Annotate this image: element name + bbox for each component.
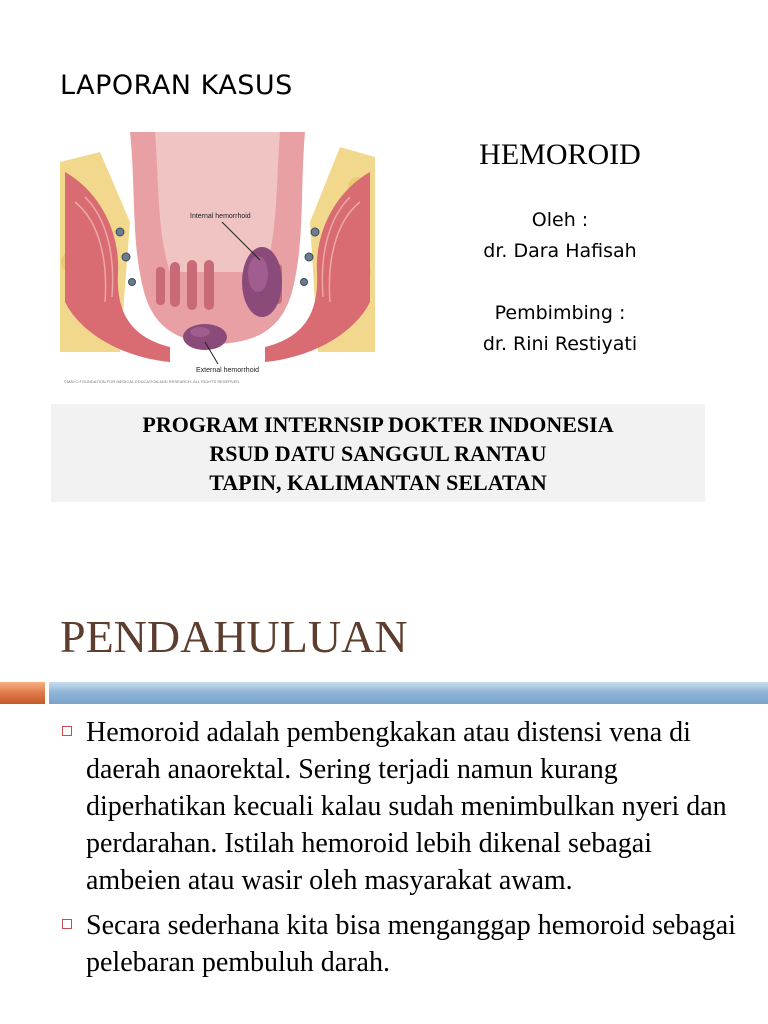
case-title: HEMOROID — [479, 138, 641, 171]
divider-bar — [49, 682, 768, 704]
internal-hemorrhoid-label: Internal hemorrhoid — [190, 213, 251, 220]
program-info-box — [51, 404, 705, 502]
program-line: PROGRAM INTERNSIP DOKTER INDONESIA — [142, 412, 614, 437]
introduction-slide — [0, 590, 768, 1024]
illustration-copyright: ©MAYO FOUNDATION FOR MEDICAL EDUCATION AND RESEARCH. ALL RIGHTS RESERVED. — [64, 379, 241, 384]
heading-divider — [0, 682, 768, 704]
author-name: dr. Dara Hafisah — [483, 240, 637, 262]
square-bullet-icon — [62, 726, 72, 736]
section-heading: PENDAHULUAN — [60, 611, 408, 662]
bullet-text: Secara sederhana kita bisa menganggap hemoroid sebagai pelebaran pembuluh darah. — [86, 910, 736, 978]
list-item — [60, 907, 740, 981]
bullet-text: Hemoroid adalah pembengkakan atau distensi vena di daerah anaorektal. Sering terjadi namun kurang diperhatikan kecuali kalau sudah menimbulkan nyeri dan perdarahan. Istilah hemoroid lebih dikenal sebagai ambeien atau wasir oleh masyarakat awam. — [86, 717, 727, 896]
external-hemorrhoid-label: External hemorrhoid — [196, 367, 260, 374]
program-line: RSUD DATU SANGGUL RANTAU — [209, 441, 547, 466]
hemorrhoid-anatomy-illustration — [60, 132, 375, 387]
author-block — [440, 205, 680, 267]
bullet-list — [60, 714, 740, 989]
author-label: Oleh : — [531, 209, 589, 231]
program-line: TAPIN, KALIMANTAN SELATAN — [209, 470, 547, 495]
list-item — [60, 714, 740, 899]
square-bullet-icon — [62, 919, 72, 929]
mentor-label: Pembimbing : — [494, 302, 626, 324]
mentor-block — [440, 298, 680, 360]
divider-accent — [0, 682, 45, 704]
mentor-name: dr. Rini Restiyati — [482, 333, 638, 355]
report-title: LAPORAN KASUS — [60, 70, 293, 101]
